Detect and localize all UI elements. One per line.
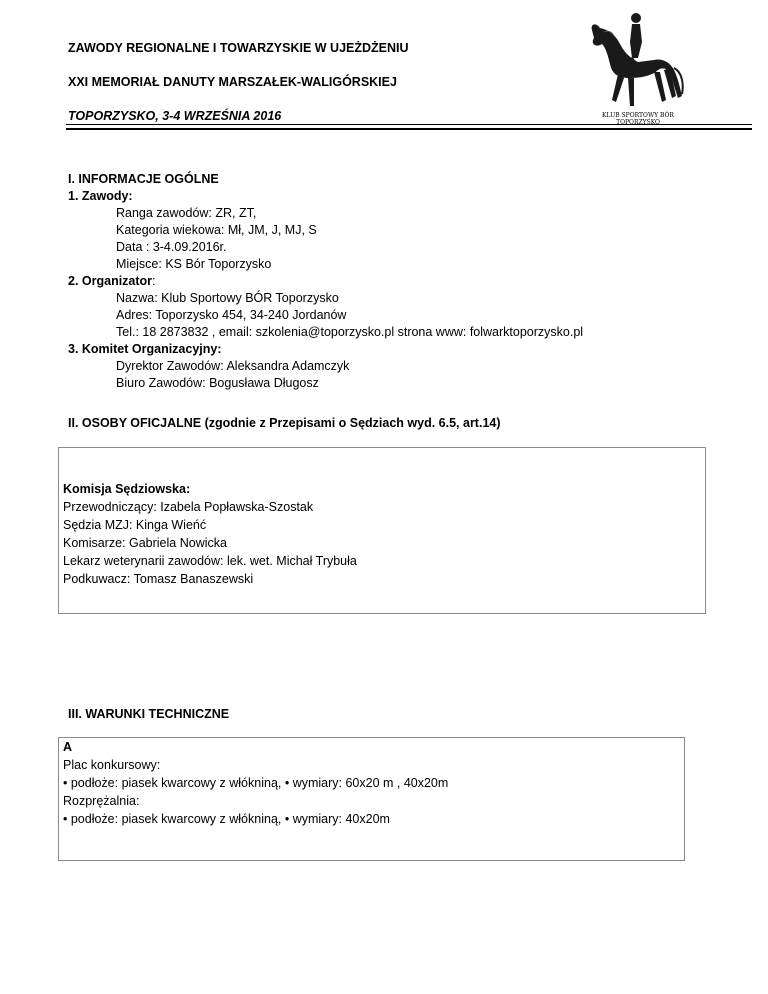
subsection-title: 1. Zawody: (68, 189, 133, 203)
info-line: Adres: Toporzysko 454, 34-240 Jordanów (116, 308, 347, 322)
info-line: Kategoria wiekowa: Mł, JM, J, MJ, S (116, 223, 317, 237)
info-line: Data : 3-4.09.2016r. (116, 240, 227, 254)
official-line: Lekarz weterynarii zawodów: lek. wet. Michał Trybuła (63, 554, 357, 568)
subsection-title: 3. Komitet Organizacyjny: (68, 342, 222, 356)
info-line: Miejsce: KS Bór Toporzysko (116, 257, 272, 271)
subsection-title: 2. Organizator (68, 274, 153, 288)
info-line: Dyrektor Zawodów: Aleksandra Adamczyk (116, 359, 350, 373)
technical-line: Plac konkursowy: (63, 758, 161, 772)
info-line: Nazwa: Klub Sportowy BÓR Toporzysko (116, 291, 339, 305)
logo-caption-2: TOPORZYSKO (616, 119, 660, 126)
section-title: I. INFORMACJE OGÓLNE (68, 172, 219, 186)
section-technical-title: III. WARUNKI TECHNICZNE (68, 707, 230, 721)
technical-line: • podłoże: piasek kwarcowy z włókniną, • wymiary: 60x20 m , 40x20m (63, 776, 449, 790)
info-line: Biuro Zawodów: Bogusława Długosz (116, 376, 319, 390)
box-title: A (63, 740, 73, 754)
header-subtitle: XXI MEMORIAŁ DANUTY MARSZAŁEK-WALIGÓRSKIEJ (68, 75, 397, 89)
section-officials-title: II. OSOBY OFICJALNE (zgodnie z Przepisami o Sędziach wyd. 6.5, art.14) (68, 416, 501, 430)
header-place-date: TOPORZYSKO, 3-4 WRZEŚNIA 2016 (68, 109, 282, 123)
section-general-info (68, 171, 583, 392)
official-line: Komisarze: Gabriela Nowicka (63, 536, 227, 550)
official-line: Podkuwacz: Tomasz Banaszewski (63, 572, 254, 586)
technical-line: • podłoże: piasek kwarcowy z włókniną, • wymiary: 40x20m (63, 812, 390, 826)
technical-line: Rozprężalnia: (63, 794, 140, 808)
official-line: Sędzia MZJ: Kinga Wieńć (63, 518, 207, 532)
header-title: ZAWODY REGIONALNE I TOWARZYSKIE W UJEŻDŻENIU (68, 41, 409, 55)
subsection-title-colon: : (152, 274, 156, 288)
contact-line: Tel.: 18 2873832 , email: szkolenia@toporzysko.pl strona www: folwarktoporzysko.pl (116, 325, 584, 339)
info-line: Ranga zawodów: ZR, ZT, (116, 206, 257, 220)
official-line: Przewodniczący: Izabela Popławska-Szostak (63, 500, 314, 514)
club-logo (578, 8, 690, 138)
box-title: Komisja Sędziowska: (63, 482, 191, 496)
technical-box (58, 737, 685, 861)
judges-box (58, 447, 706, 614)
subsection-title-row (68, 273, 583, 290)
logo-caption-1: KLUB SPORTOWY BÓR (602, 112, 674, 119)
